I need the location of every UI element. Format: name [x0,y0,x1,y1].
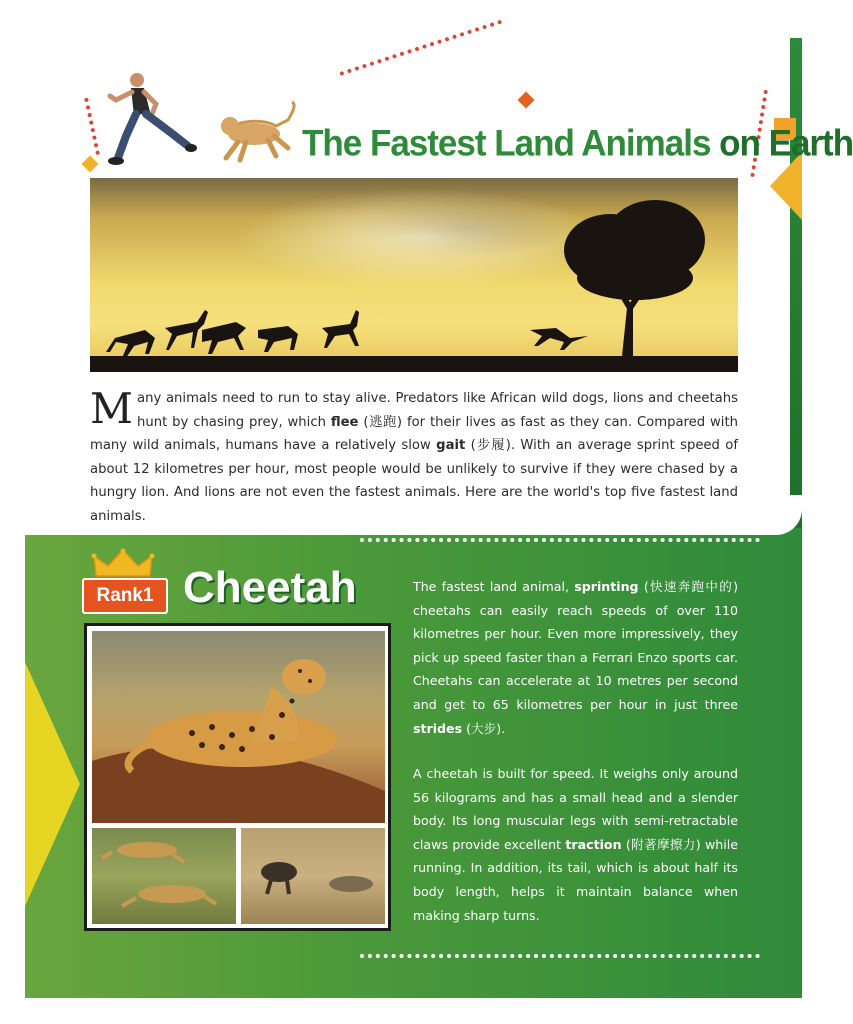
orange-diamond-decoration [518,92,535,109]
page-title [302,123,853,165]
savanna-banner-image [90,178,738,372]
title-part-2: on Earth [719,123,853,164]
keyword-flee: flee [330,414,359,430]
p2-seg-2: (附著摩擦力) while running. In addition, its tail, which is about half its body length, helps it maintain balance when making sharp turns. [413,836,738,923]
title-part-1: The Fastest Land Animals [302,123,720,164]
cheetah-paragraph-2 [413,762,738,927]
yellow-diamond-decoration [82,156,99,173]
p1-seg-2: (快速奔跑中的) cheetahs can easily reach speeds of over 110 kilometres per hour. Even more impressively, they pick up speed faster than a Ferrari Enzo sports car. Cheetahs can accelerate at 10 metres per second and get to 65 kilometres per hour in just three [413,579,738,712]
cheetah-hunting-photo [241,828,385,924]
yellow-triangle-decoration [25,662,80,906]
intro-paragraph [90,384,738,529]
crown-icon [92,548,154,580]
white-dots-bottom [360,954,760,958]
keyword-gait: gait [436,438,466,454]
red-dots-decoration [339,20,502,76]
p2-seg-0: A cheetah is built for speed. It weighs only around 56 kilograms and has a small head and a slender body. Its long muscular legs with semi-retractable claws provide excellent [413,766,738,852]
cheetahs-running-photo [92,828,236,924]
side-accent-bar [790,38,802,538]
drop-cap: M [90,384,134,433]
keyword-traction: traction [565,836,622,852]
p1-seg-0: The fastest land animal, [413,579,575,594]
keyword-sprinting: sprinting [574,579,639,594]
intro-seg-2: (逃跑) for their lives as fast as they can. Compared with many wild animals, humans have a relatively slow [90,414,738,454]
running-man-illustration [104,70,199,170]
cheetah-main-photo [92,631,385,823]
animal-name-heading: Cheetah [183,563,357,612]
intro-seg-0: any animals need to run to stay alive. Predators like African wild dogs, lions and cheetahs hunt by chasing prey, which [137,391,738,430]
cheetah-paragraph-1 [413,575,738,740]
keyword-strides: strides [413,720,463,736]
white-dots-top [360,538,760,542]
rank-badge: Rank1 [82,578,168,614]
p1-seg-4: (大步). [462,720,506,736]
intro-seg-4: (步履). With an average sprint speed of about 12 kilometres per hour, most people would be unlikely to survive if they were chased by a hungry lion. And lions are not even the fastest animals. Here are the world's top five fastest land animals. [90,438,738,524]
red-dots-decoration-left [84,98,100,156]
running-lion-illustration [216,102,298,164]
